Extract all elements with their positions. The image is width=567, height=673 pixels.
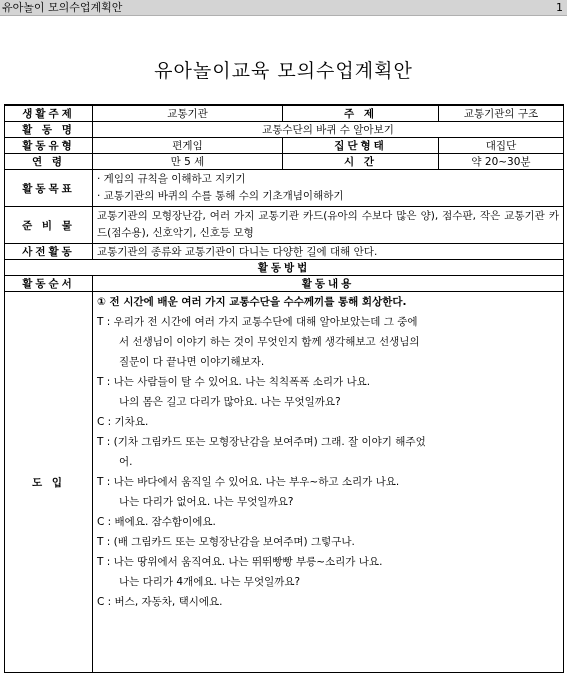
goal-line: · 게임의 규칙을 이해하고 지키기	[97, 173, 246, 185]
label-life-theme: 생활주제	[5, 105, 93, 122]
dialogue-line-continued: 질문이 다 끝나면 이야기해보자.	[119, 356, 265, 368]
label-introduction: 도 입	[5, 292, 93, 673]
value-life-theme: 교통기관	[93, 105, 283, 122]
section-activity-method: 활동방법	[5, 260, 564, 276]
label-activity-content: 활동내용	[93, 276, 564, 292]
dialogue-list	[97, 312, 559, 612]
introduction-content	[93, 292, 564, 673]
dialogue-line: T : 나는 땅위에서 움직여요. 나는 뛰뛰빵빵 부릉~소리가 나요.	[97, 556, 383, 568]
dialogue-line: T : 나는 바다에서 움직일 수 있어요. 나는 부우~하고 소리가 나요.	[97, 476, 400, 488]
page-title: 유아놀이교육 모의수업계획안	[154, 60, 413, 82]
dialogue-line-continued: 서 선생님이 이야기 하는 것이 무엇인지 함께 생각해보고 선생님의	[119, 336, 420, 348]
dialogue-line: T : (기차 그림카드 또는 모형장난감을 보여주며) 그래. 잘 이야기 해주었	[97, 436, 426, 448]
label-activity-type: 활동유형	[5, 138, 93, 154]
value-group-type: 대집단	[439, 138, 564, 154]
lesson-plan-table	[4, 104, 564, 673]
label-activity-goal: 활동목표	[5, 170, 93, 207]
dialogue-line: T : 나는 사람들이 탈 수 있어요. 나는 칙칙폭폭 소리가 나요.	[97, 376, 371, 388]
dialogue-line-continued: 나의 몸은 길고 다리가 많아요. 나는 무엇일까요?	[119, 396, 341, 408]
page-number: 1	[556, 1, 563, 14]
dialogue-line: C : 버스, 자동차, 택시에요.	[97, 596, 223, 608]
label-age: 연 령	[5, 154, 93, 170]
label-activity-order: 활동순서	[5, 276, 93, 292]
label-activity-name: 활 동 명	[5, 122, 93, 138]
value-activity-name: 교통수단의 바퀴 수 알아보기	[93, 122, 564, 138]
dialogue-line: T : 우리가 전 시간에 여러 가지 교통수단에 대해 알아보았는데 그 중에	[97, 316, 418, 328]
value-time: 약 20~30분	[439, 154, 564, 170]
value-topic: 교통기관의 구조	[439, 105, 564, 122]
document-filename: 유아놀이 모의수업계획안	[2, 1, 123, 14]
value-activity-goal	[93, 170, 564, 207]
value-activity-type: 편게임	[93, 138, 283, 154]
label-prior-activity: 사전활동	[5, 244, 93, 260]
dialogue-line-continued: 나는 다리가 4개에요. 나는 무엇일까요?	[119, 576, 301, 588]
goal-line: · 교통기관의 바퀴의 수를 통해 수의 기초개념이해하기	[97, 190, 344, 202]
label-group-type: 집단형태	[283, 138, 439, 154]
value-materials: 교통기관의 모형장난감, 여러 가지 교통기관 카드(유아의 수보다 많은 양), 점수판, 작은 교통기관 카드(점수용), 신호악기, 신호등 모형	[93, 207, 564, 244]
step-heading: ① 전 시간에 배운 여러 가지 교통수단을 수수께끼를 통해 회상한다.	[97, 296, 407, 308]
dialogue-line: T : (배 그림카드 또는 모형장난감을 보여주며) 그렇구나.	[97, 536, 355, 548]
value-age: 만 5 세	[93, 154, 283, 170]
dialogue-line-continued: 어.	[119, 456, 133, 468]
label-materials: 준 비 물	[5, 207, 93, 244]
label-topic: 주 제	[283, 105, 439, 122]
value-prior-activity: 교통기관의 종류와 교통기관이 다니는 다양한 길에 대해 안다.	[93, 244, 564, 260]
document-header-bar	[0, 0, 567, 16]
label-time: 시 간	[283, 154, 439, 170]
dialogue-line-continued: 나는 다리가 없어요. 나는 무엇일까요?	[119, 496, 294, 508]
dialogue-line: C : 배에요. 잠수함이에요.	[97, 516, 216, 528]
dialogue-line: C : 기차요.	[97, 416, 149, 428]
